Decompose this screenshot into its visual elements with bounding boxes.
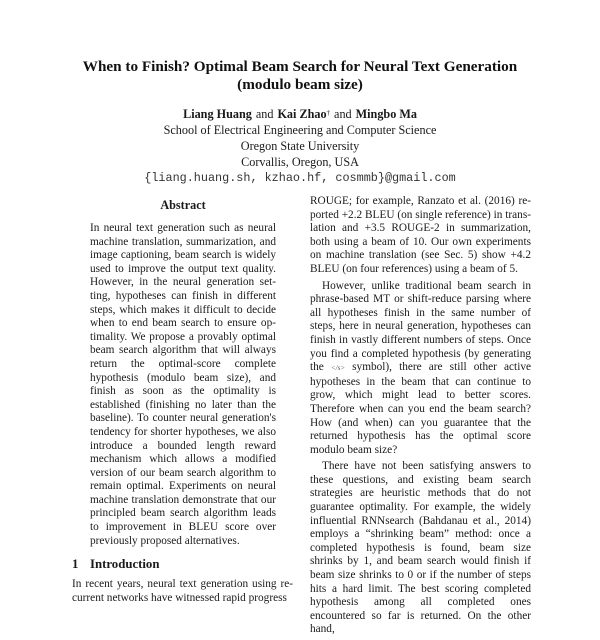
title-line-2: (modulo beam size) xyxy=(237,76,363,93)
title-line-1: When to Finish? Optimal Beam Search for Neural Text Generation xyxy=(82,58,518,75)
author-name: Kai Zhao xyxy=(277,107,327,121)
author-separator: and xyxy=(334,107,352,121)
affiliation-line: Corvallis, Oregon, USA xyxy=(241,155,359,169)
affiliation-line: Oregon State University xyxy=(240,139,360,153)
abstract-text: In neural text generation such as neural machine translation, summarization, and image captioning, beam search is widely used to improve the output text quality. However, in the neural generation setting, hypotheses can finish in different steps, which makes it difficult to decide when to end beam search to ensure optimality. We propose a provably optimal beam search algorithm that will always return the optimal-score complete hypothesis (modulo beam size), and finish as soon as the optimality is established (finishing no later than the baseline). To counter neural generation's tendency for shorter hypotheses, we also introduce a bounded length reward mechanism which allows a modified version of our beam search algorithm to remain optimal. Experiments on neural machine translation demonstrate that our principled beam search algorithm leads to improvement in BLEU score over previously proposed alternatives. xyxy=(90,222,276,547)
section-title: Introduction xyxy=(90,557,160,571)
author-name: Mingbo Ma xyxy=(355,107,417,121)
author-block xyxy=(60,106,540,186)
paragraph: There have not been satisfying answers to these questions, and existing beam search strategies are heuristic methods that do not guarantee optimality. For example, the widely influential RNNsearch (Bahdanau et al., 2014) employs a “shrinking beam” method: once a completed hypothesis is found, beam size shrinks by 1, and beam search would finish if beam size shrinks to 0 or if the number of steps hits a hard limit. The best scoring completed hypothesis among all completed ones encountered so far is returned. On the other hand, xyxy=(310,460,531,636)
paper-title xyxy=(60,58,540,94)
author-footnote-mark: † xyxy=(326,109,331,117)
paragraph-text: symbol), there are still other active hypotheses in the beam that can continue to grow, which might lead to better scores. Therefore when can you end the beam search? How (and when) can you guarantee that the returned hypothesis has the optimal score modulo beam size? xyxy=(310,361,532,456)
introduction-text: In recent years, neural text generation using recurrent networks have witnessed rapid progress xyxy=(72,578,293,604)
abstract-heading: Abstract xyxy=(160,198,206,212)
end-of-sentence-symbol: </s> xyxy=(330,364,346,373)
paragraph: ROUGE; for example, Ranzato et al. (2016) reported +2.2 BLEU (on single reference) in translation and +3.5 ROUGE-2 in summarization, both using a beam of 10. Our own experiments on machine translation (see Sec. 5) show +4.2 BLEU (on four references) using a beam of 5. xyxy=(310,195,531,275)
section-number: 1 xyxy=(72,557,79,571)
paragraph xyxy=(310,280,531,458)
section-heading-introduction xyxy=(72,557,159,572)
author-emails: {liang.huang.sh, kzhao.hf, cosmmb}@gmail.com xyxy=(144,171,456,185)
affiliation-line: School of Electrical Engineering and Computer Science xyxy=(163,123,437,137)
right-column xyxy=(310,195,531,640)
paragraph-text: However, unlike traditional beam search in phrase-based MT or shift-reduce parsing where all hypotheses finish in the same number of steps, here in neural generation, hypotheses can finish in vastly different numbers of steps. Once you find a completed hypothesis (by generating the xyxy=(310,279,531,374)
author-separator: and xyxy=(255,107,274,121)
author-name: Liang Huang xyxy=(183,107,252,121)
author-names xyxy=(60,106,540,122)
